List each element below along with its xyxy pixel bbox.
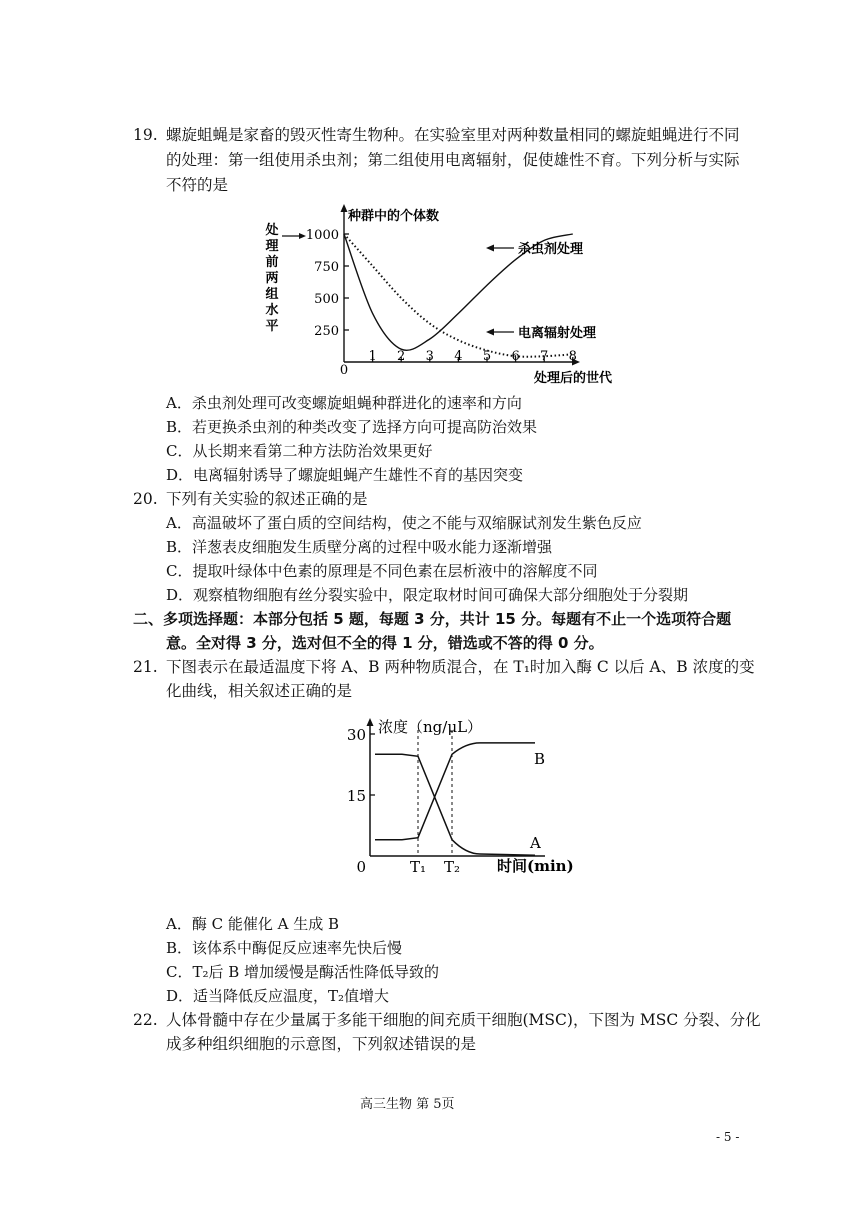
option-c: C．从长期来看第二种方法防治效果更好 — [166, 442, 433, 460]
question-text: 下列有关实验的叙述正确的是 — [166, 490, 368, 508]
x-tick-label: 5 — [482, 349, 492, 364]
concentration-chart — [330, 710, 580, 880]
question-text: 下图表示在最适温度下将 A、B 两种物质混合，在 T₁时加入酶 C 以后 A、B 浓度的变 — [166, 658, 755, 676]
question-number: 22. — [133, 1011, 158, 1029]
option-b: B．该体系中酶促反应速率先快后慢 — [166, 939, 403, 957]
y-axis — [341, 204, 348, 362]
side-label — [264, 222, 279, 334]
t2-label: T₂ — [443, 858, 461, 876]
option-b: B．洋葱表皮细胞发生质壁分离的过程中吸水能力逐渐增强 — [166, 538, 553, 556]
y-tick-label: 750 — [314, 260, 339, 275]
population-chart — [250, 196, 650, 386]
x-tick-label: 7 — [540, 349, 549, 364]
option-d: D．观察植物细胞有丝分裂实验中，限定取材时间可确保大部分细胞处于分裂期 — [166, 586, 689, 604]
y-tick-label: 250 — [314, 324, 339, 339]
side-label-char: 前 — [265, 255, 279, 270]
x-tick-label: 6 — [511, 349, 520, 364]
page-footer: 高三生物 第 5页 — [360, 1097, 455, 1112]
curve-b — [375, 743, 535, 840]
question-number: 20. — [133, 490, 158, 508]
y-tick-labels — [306, 228, 349, 339]
x-tick-label: 1 — [368, 349, 377, 364]
page-number: - 5 - — [716, 1130, 740, 1144]
x-tick-label: 2 — [397, 349, 406, 364]
series-b-label: B — [534, 750, 546, 768]
x-tick-label: 8 — [568, 349, 577, 364]
y-tick-label: 500 — [314, 292, 339, 307]
side-label-arrow — [282, 233, 306, 239]
question-text: 化曲线，相关叙述正确的是 — [166, 682, 353, 700]
option-b: B．若更换杀虫剂的种类改变了选择方向可提高防治效果 — [166, 418, 538, 436]
question-text: 人体骨髓中存在少量属于多能干细胞的间充质干细胞(MSC)，下图为 MSC 分裂、分化 — [166, 1011, 761, 1029]
x-axis-title: 处理后的世代 — [534, 371, 613, 386]
question-number: 21. — [133, 658, 158, 676]
x-tick-label: 4 — [454, 349, 463, 364]
y-axis-title: 种群中的个体数 — [348, 209, 440, 224]
side-label-char: 组 — [265, 287, 279, 302]
x-tick-label: 0 — [339, 363, 349, 378]
option-a: A．高温破坏了蛋白质的空间结构，使之不能与双缩脲试剂发生紫色反应 — [166, 514, 642, 532]
option-a: A．杀虫剂处理可改变螺旋蛆蝇种群进化的速率和方向 — [166, 394, 522, 412]
option-a: A．酶 C 能催化 A 生成 B — [166, 915, 340, 933]
y-axis — [367, 718, 374, 856]
series-label-radiation — [486, 325, 597, 341]
side-label-char: 理 — [265, 239, 279, 254]
x-axis-title: 时间(min) — [497, 857, 574, 875]
x-tick-label: 3 — [425, 349, 434, 364]
side-label-char: 水 — [265, 303, 279, 318]
option-c: C．提取叶绿体中色素的原理是不同色素在层析液中的溶解度不同 — [166, 562, 598, 580]
question-text: 螺旋蛆蝇是家畜的毁灭性寄生物种。在实验室里对两种数量相同的螺旋蛆蝇进行不同 — [166, 126, 740, 144]
series-lines — [375, 743, 535, 855]
option-d: D．电离辐射诱导了螺旋蛆蝇产生雄性不育的基因突变 — [166, 466, 524, 484]
side-label-char: 处 — [265, 223, 279, 238]
question-text: 成多种组织细胞的示意图，下列叙述错误的是 — [166, 1035, 477, 1053]
y-tick-label: 15 — [346, 787, 366, 805]
question-number: 19. — [133, 126, 158, 144]
series-label-text: 电离辐射处理 — [518, 326, 597, 341]
origin-label: 0 — [356, 858, 366, 876]
option-d: D．适当降低反应温度，T₂值增大 — [166, 987, 390, 1005]
side-label-char: 两 — [265, 271, 279, 286]
t1-label: T₁ — [409, 858, 427, 876]
y-axis-title: 浓度（ng/μL） — [378, 718, 483, 736]
section-header-line: 二、多项选择题：本部分包括 5 题，每题 3 分，共计 15 分。每题有不止一个选项符合题 — [133, 610, 732, 628]
side-label-char: 平 — [265, 319, 279, 334]
option-c: C．T₂后 B 增加缓慢是酶活性降低导致的 — [166, 963, 440, 981]
y-tick-label: 30 — [346, 726, 366, 744]
question-text: 不符的是 — [166, 176, 229, 194]
series-label-text: 杀虫剂处理 — [518, 242, 584, 257]
section-header-line: 意。全对得 3 分，选对但不全的得 1 分，错选或不答的得 0 分。 — [166, 634, 604, 652]
series-a-label: A — [530, 834, 541, 852]
question-text: 的处理：第一组使用杀虫剂；第二组使用电离辐射，促使雄性不育。下列分析与实际 — [166, 151, 740, 169]
y-tick-label: 1000 — [305, 228, 339, 243]
series-label-insecticide — [486, 241, 584, 257]
